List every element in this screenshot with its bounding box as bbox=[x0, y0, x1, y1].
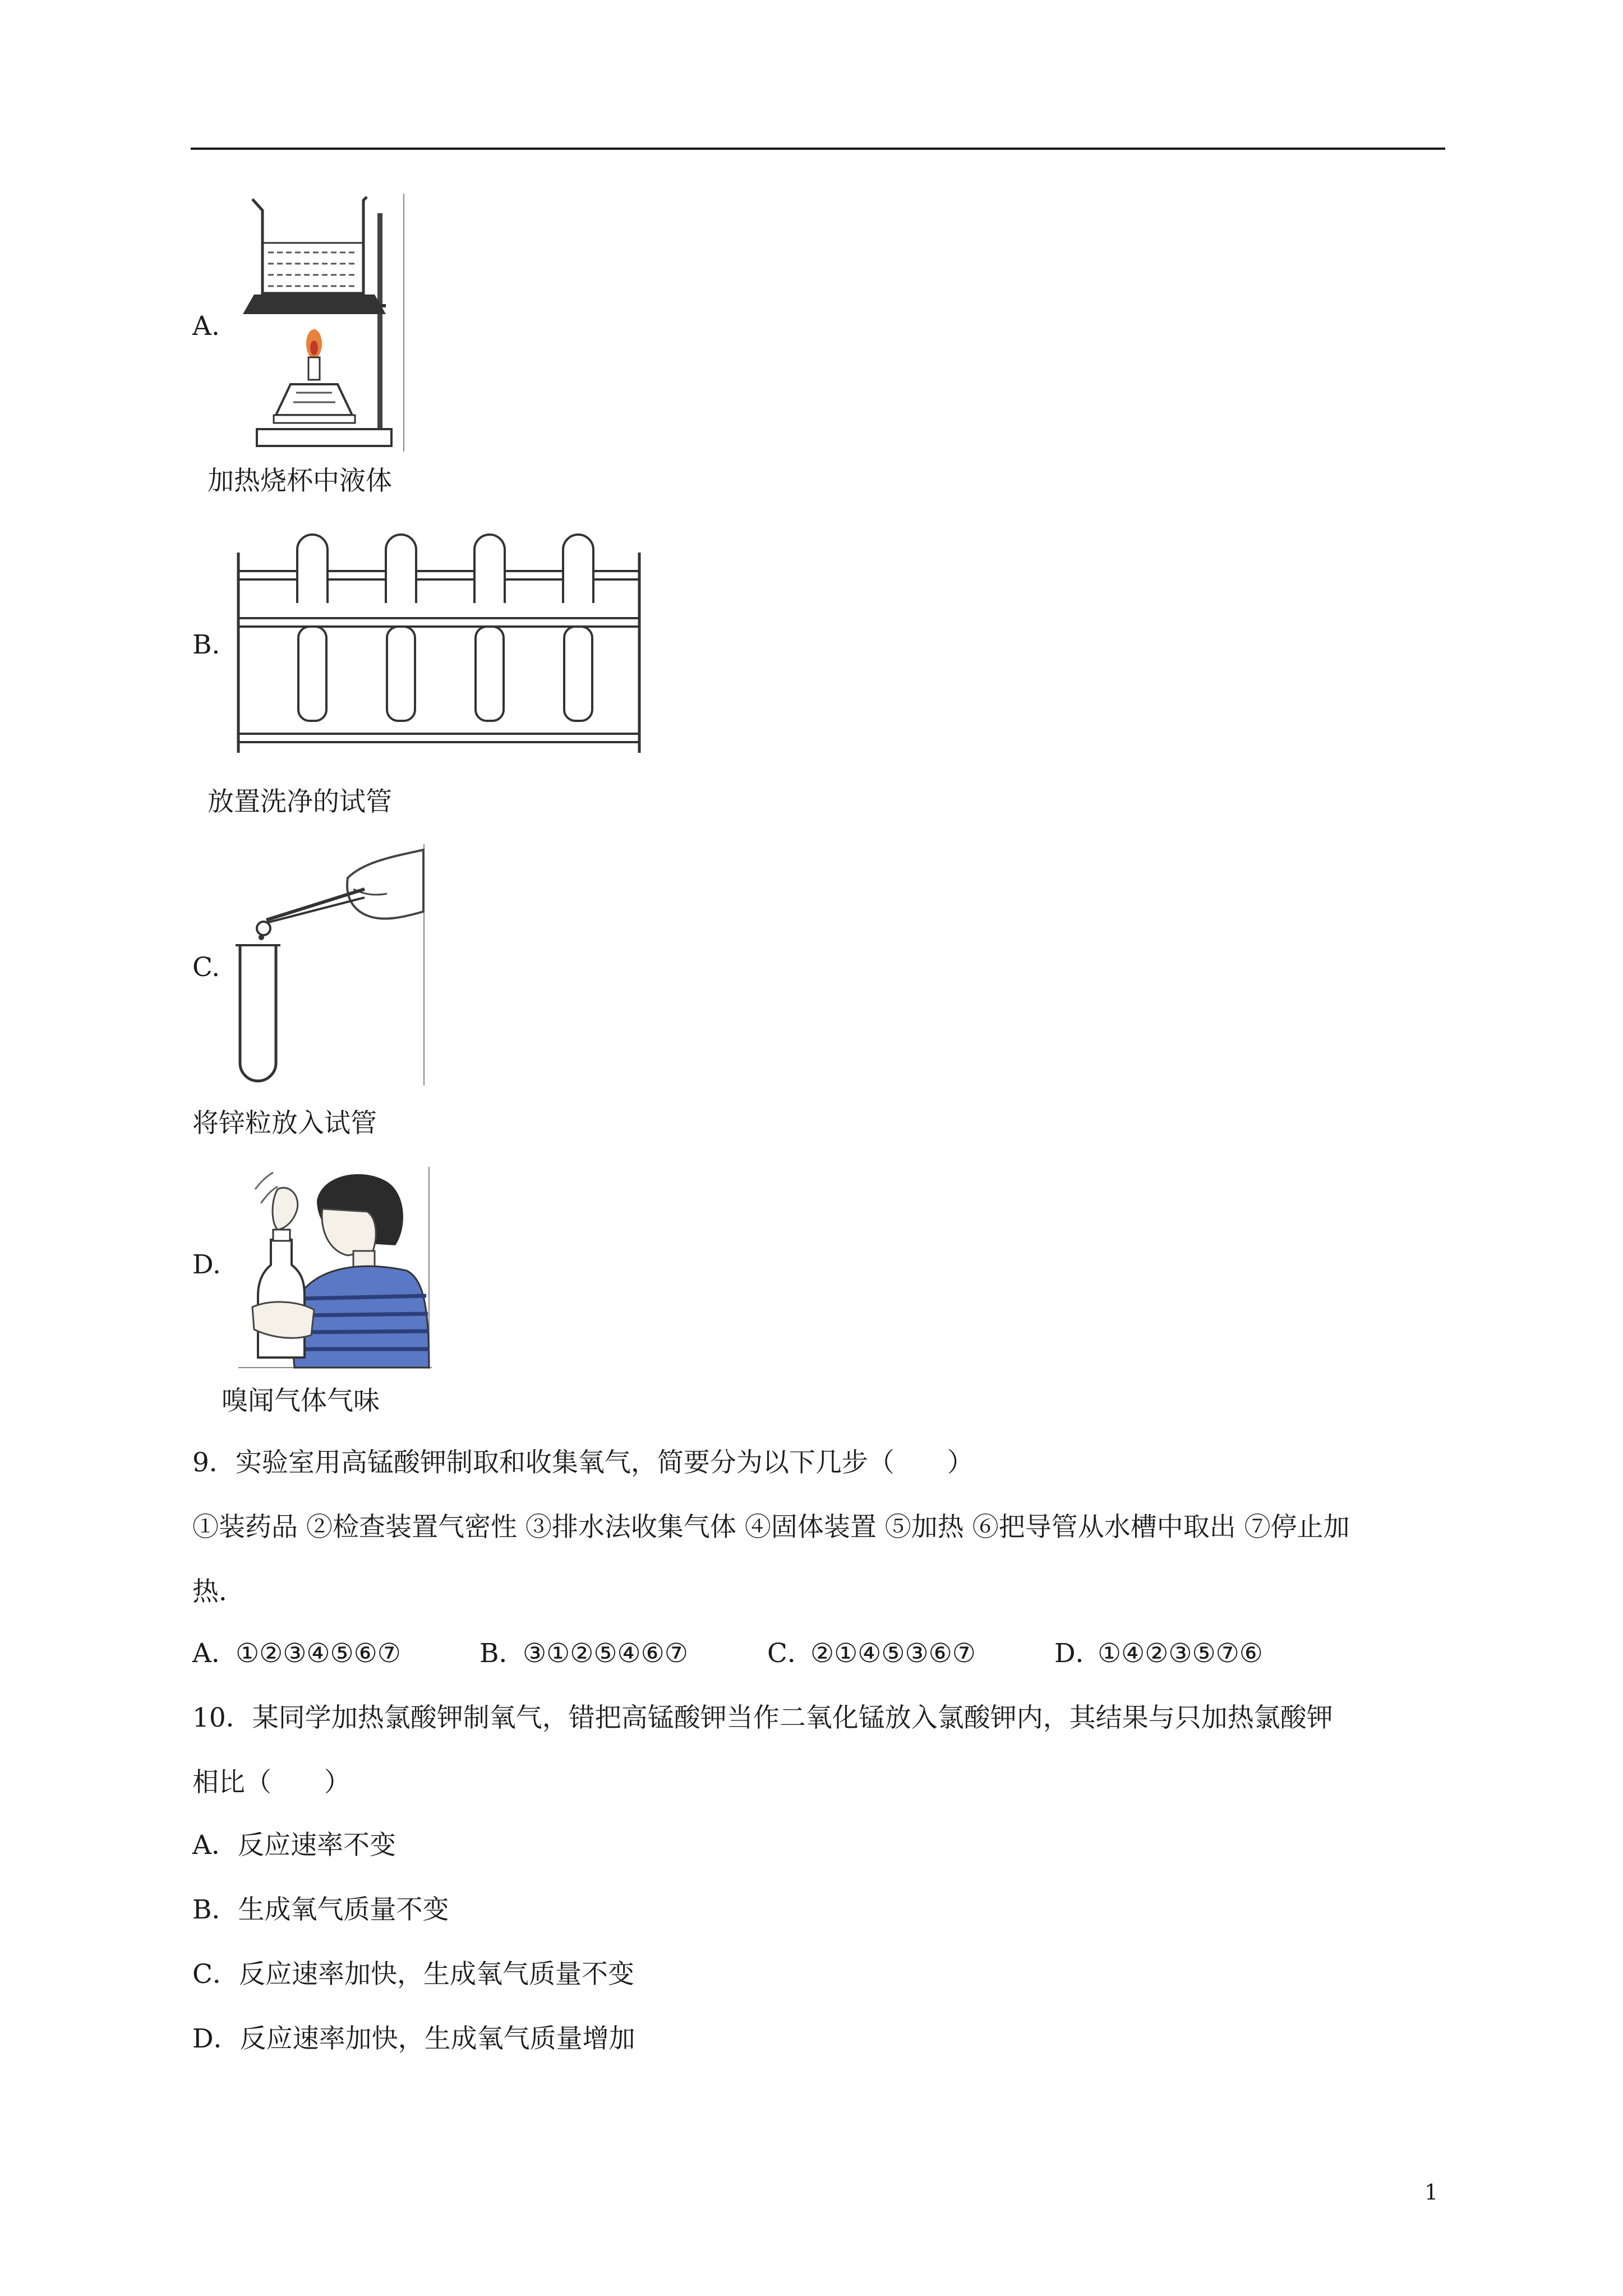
q9-choice-a-text: ①②③④⑤⑥⑦ bbox=[236, 1638, 401, 1669]
q9-choice-d-letter: D． bbox=[1054, 1638, 1102, 1669]
q9-steps-line2: 热． bbox=[192, 1576, 245, 1607]
q10-choice-b: B．生成氧气质量不变 bbox=[192, 1894, 449, 1925]
option-d-caption: 嗅闻气体气味 bbox=[222, 1386, 380, 1416]
option-b-letter: B. bbox=[192, 629, 220, 660]
q10-choice-a: A．反应速率不变 bbox=[192, 1830, 396, 1861]
q9-choice-b-letter: B． bbox=[479, 1638, 525, 1669]
option-c-caption: 将锌粒放入试管 bbox=[192, 1108, 377, 1139]
zinc-into-tube-figure bbox=[236, 844, 426, 1085]
q10-choice-c: C．反应速率加快，生成氧气质量不变 bbox=[192, 1959, 634, 1990]
q9-choice-c-text: ②①④⑤③⑥⑦ bbox=[810, 1638, 976, 1669]
beaker-heating-figure bbox=[240, 194, 408, 452]
page-number: 1 bbox=[1424, 2180, 1438, 2205]
q9-choice-d-text: ①④②③⑤⑦⑥ bbox=[1098, 1638, 1263, 1669]
option-a-caption: 加热烧杯中液体 bbox=[208, 466, 392, 496]
option-b-caption: 放置洗净的试管 bbox=[208, 786, 392, 817]
option-a-letter: A. bbox=[192, 311, 220, 342]
header-rule bbox=[191, 148, 1445, 150]
q10-choice-d: D．反应速率加快，生成氧气质量增加 bbox=[192, 2023, 635, 2054]
q10-stem-line2: 相比（ ） bbox=[192, 1767, 351, 1798]
q10-stem-line1: 10．某同学加热氯酸钾制氧气，错把高锰酸钾当作二氧化锰放入氯酸钾内，其结果与只加热氯酸钾 bbox=[192, 1703, 1333, 1733]
test-tube-rack-figure bbox=[236, 533, 642, 754]
q9-choice-a-letter: A． bbox=[192, 1638, 238, 1669]
q9-stem: 9．实验室用高锰酸钾制取和收集氧气，简要分为以下几步（ ） bbox=[192, 1447, 974, 1478]
option-d-letter: D. bbox=[192, 1249, 221, 1280]
smelling-gas-figure bbox=[238, 1167, 432, 1369]
q9-choice-b-text: ③①②⑤④⑥⑦ bbox=[523, 1638, 688, 1669]
option-c-letter: C. bbox=[192, 952, 220, 983]
q9-steps-line1: ①装药品 ②检查装置气密性 ③排水法收集气体 ④固体装置 ⑤加热 ⑥把导管从水槽中取出 ⑦停止加 bbox=[192, 1512, 1350, 1543]
q9-choice-c-letter: C． bbox=[767, 1638, 814, 1669]
